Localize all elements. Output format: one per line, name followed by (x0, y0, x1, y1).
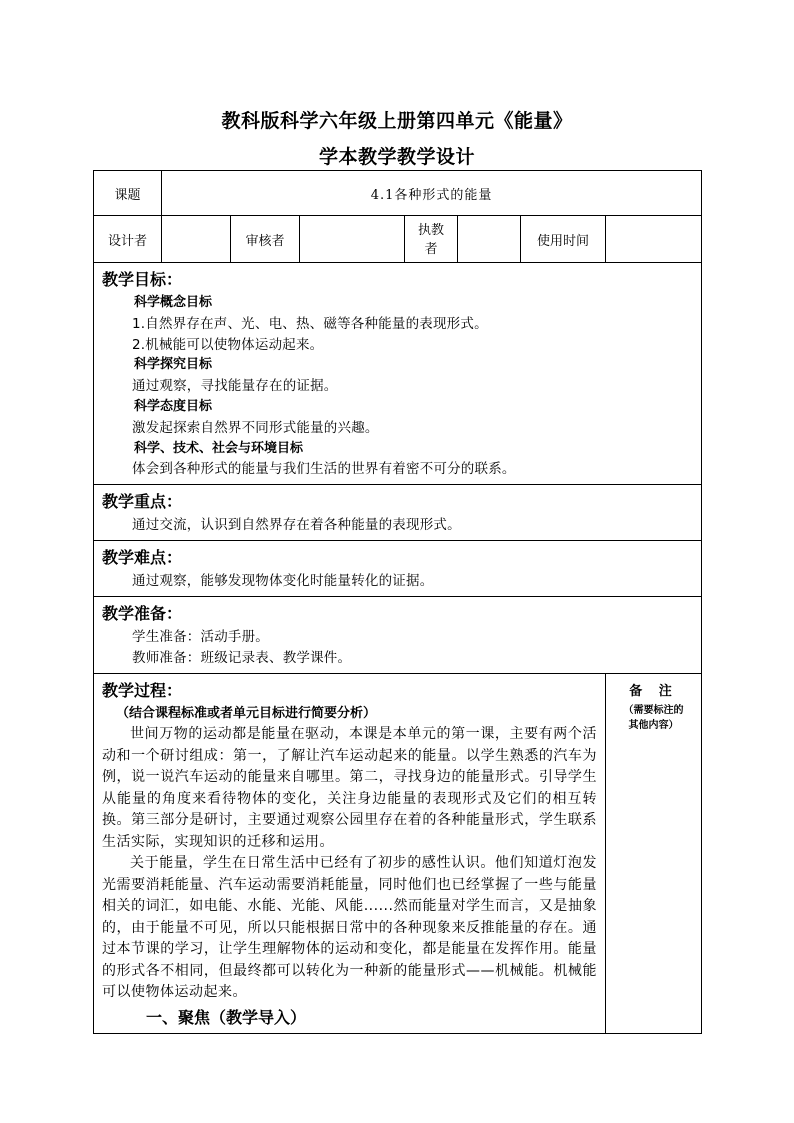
difficulties-section (94, 541, 701, 596)
preparation-heading: 教学准备： (102, 603, 183, 623)
key-points-row (94, 485, 702, 541)
info-row (94, 216, 702, 263)
topic-value: 4.1各种形式的能量 (162, 171, 702, 216)
process-heading: 教学过程： (102, 680, 183, 700)
concept-goal-title: 科学概念目标 (134, 295, 213, 310)
concept-goal-2: 2.机械能可以使物体运动起来。 (132, 336, 324, 353)
preparation-section (94, 597, 701, 673)
document-subtitle: 学本教学教学设计 (318, 146, 475, 168)
reviewer-label: 审核者 (231, 216, 300, 263)
goals-row (94, 263, 702, 485)
difficulties-text: 通过观察，能够发现物体变化时能量转化的证据。 (132, 573, 434, 590)
teacher-label-line2: 者 (424, 242, 438, 257)
focus-heading: 一、聚焦（教学导入） (146, 1007, 307, 1027)
stse-goal-title: 科学、技术、社会与环境目标 (134, 440, 304, 456)
process-section (94, 674, 605, 1033)
time-label: 使用时间 (521, 216, 606, 263)
process-paragraph-2: 关于能量，学生在日常生活中已经有了初步的感性认识。他们知道灯泡发光需要消耗能量、汽车运动需要消耗能量，同时他们也已经掌握了一些与能量相关的词汇，如电能、水能、光能、风能......然而能量对学生而言，又是抽象的，由于能量不可见，所以只能根据日常中的各种现象来反推能量的存在。通过本节课的学习，让学生理解物体的运动和变化，都是能量在发挥作用。能量的形式各不相同，但最终都可以转化为一种新的能量形式——机械能。机械能可以使物体运动起来。 (102, 855, 597, 1001)
teacher-preparation: 教师准备：班级记录表、教学课件。 (132, 649, 352, 666)
difficulties-heading: 教学难点： (102, 548, 183, 568)
inquiry-goal-title: 科学探究目标 (134, 357, 213, 373)
topic-label: 课题 (94, 171, 162, 216)
goals-section (94, 263, 701, 484)
notes-section (606, 674, 701, 733)
teacher-label-line1: 执教 (417, 223, 444, 238)
key-points-text: 通过交流，认识到自然界存在着各种能量的表现形式。 (132, 517, 461, 534)
teacher-label (405, 216, 458, 263)
goals-heading: 教学目标： (102, 270, 183, 289)
preparation-row (94, 596, 702, 673)
inquiry-goal-1: 通过观察，寻找能量存在的证据。 (132, 378, 338, 395)
designer-label: 设计者 (94, 216, 162, 263)
notes-sub-2: 其他内容） (628, 719, 679, 731)
notes-sub-1: （需要标注的 (623, 704, 684, 716)
attitude-goal-1: 激发起探索自然界不同形式能量的兴趣。 (132, 419, 379, 436)
designer-value (162, 216, 231, 263)
student-preparation: 学生准备：活动手册。 (132, 628, 269, 645)
notes-heading: 备 注 (629, 683, 678, 699)
process-row (94, 673, 702, 1033)
time-value (606, 216, 702, 263)
reviewer-value (300, 216, 405, 263)
key-points-section (94, 485, 701, 540)
concept-goal-1: 1.自然界存在声、光、电、热、磁等各种能量的表现形式。 (132, 315, 488, 332)
stse-goal-1: 体会到各种形式的能量与我们生活的世界有着密不可分的联系。 (132, 461, 516, 478)
difficulties-row (94, 541, 702, 597)
teacher-value (458, 216, 521, 263)
key-points-heading: 教学重点： (102, 492, 183, 512)
process-subheading: （结合课程标准或者单元目标进行简要分析） (116, 705, 377, 721)
topic-row (94, 171, 702, 216)
attitude-goal-title: 科学态度目标 (134, 398, 213, 414)
process-paragraph-1: 世间万物的运动都是能量在驱动，本课是本单元的第一课，主要有两个活动和一个研讨组成：第一，了解让汽车运动起来的能量。以学生熟悉的汽车为例，说一说汽车运动的能量来自哪里。第二，寻找身边的能量形式。引导学生从能量的角度来看待物体的变化，关注身边能量的表现形式及它们的相互转换。第三部分是研讨，主要通过观察公园里存在着的各种能量形式，学生联系生活实际，实现知识的迁移和运用。 (102, 726, 597, 850)
lesson-plan-table (93, 170, 702, 1034)
document-title: 教科版科学六年级上册第四单元《能量》 (221, 110, 573, 132)
